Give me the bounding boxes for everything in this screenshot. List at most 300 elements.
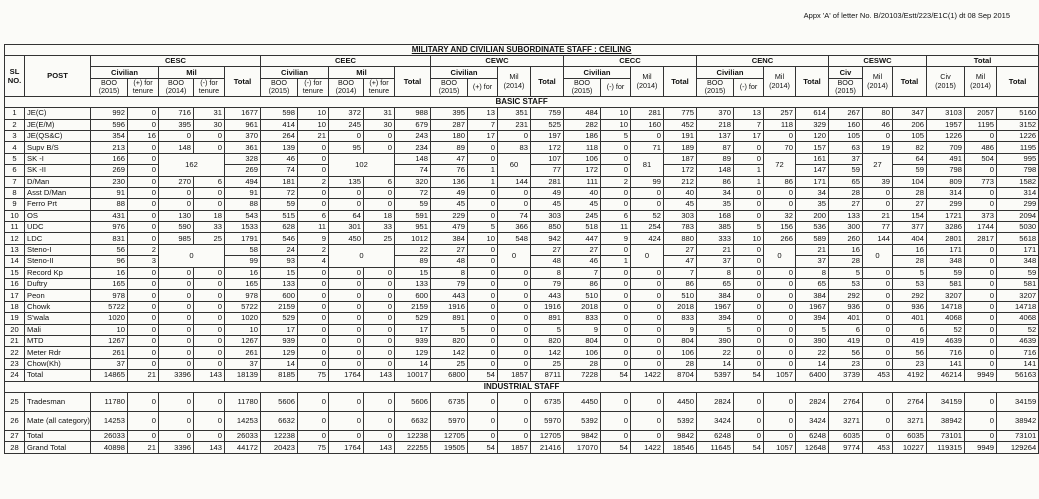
row-value: 3739 (829, 370, 863, 381)
row-value: 3396 (159, 442, 194, 453)
row-value: 716 (927, 347, 965, 358)
row-value: 11780 (91, 392, 128, 411)
row-value: 0 (965, 411, 997, 430)
row-value: 37 (91, 358, 128, 369)
row-value: 804 (564, 335, 601, 346)
row-value: 1916 (531, 301, 564, 312)
section-industrial-staff-label: INDUSTRIAL STAFF (5, 381, 1039, 392)
row-sl: 11 (5, 222, 25, 233)
ceec-minus-tenure: (-) for tenure (298, 78, 329, 96)
row-value: 0 (194, 267, 225, 278)
row-value: 77 (863, 222, 893, 233)
row-value: 1677 (225, 108, 261, 119)
row-value: 0 (468, 347, 498, 358)
row-value: 135 (329, 176, 364, 187)
row-value: 0 (965, 301, 997, 312)
cesc-boo-2014: BOO (2014) (159, 78, 194, 96)
col-sl-no: SL NO. (5, 56, 25, 97)
row-value: 303 (531, 210, 564, 221)
row-value: 0 (364, 130, 395, 141)
row-value: 0 (863, 430, 893, 441)
row-value: 0 (298, 279, 329, 290)
row-value: 0 (601, 165, 631, 176)
row-value: 0 (764, 130, 796, 141)
row-value: 0 (298, 347, 329, 358)
cesc-boo-2015: BOO (2015) (91, 78, 128, 96)
row-value: 395 (159, 119, 194, 130)
row-value: 49 (531, 187, 564, 198)
row-value: 1226 (997, 130, 1039, 141)
row-value: 0 (734, 301, 764, 312)
row-value: 5722 (225, 301, 261, 312)
row-value: 0 (194, 290, 225, 301)
row-value: 548 (498, 233, 531, 244)
row-value: 11 (601, 222, 631, 233)
row-value: 347 (893, 108, 927, 119)
group-cesc: CESC (91, 56, 261, 67)
row-value: 2 (298, 176, 329, 187)
row-value: 13 (468, 108, 498, 119)
row-value: 77 (531, 165, 564, 176)
letter-reference: Appx 'A' of letter No. B/20103/Estt/223/E1C(1) dt 08 Sep 2015 (803, 11, 1010, 20)
row-value: 5 (431, 324, 468, 335)
group-cewc: CEWC (431, 56, 564, 67)
row-value: 0 (194, 411, 225, 430)
row-value: 0 (128, 347, 159, 358)
row-value: 384 (697, 290, 734, 301)
row-post: Asst D/Man (25, 187, 91, 198)
row-value: 40898 (91, 442, 128, 453)
row-value: 525 (531, 119, 564, 130)
cewc-mil: Mil (2014) (498, 67, 531, 96)
row-value: 129 (395, 347, 431, 358)
row-value: 16 (829, 244, 863, 255)
row-value: 491 (927, 153, 965, 164)
row-value: 229 (431, 210, 468, 221)
row-value: 348 (927, 256, 965, 267)
row-value: 45 (564, 199, 601, 210)
row-value: 0 (329, 392, 364, 411)
row-value: 172 (564, 165, 601, 176)
row-post: Meter Rdr (25, 347, 91, 358)
row-value: 0 (601, 142, 631, 153)
row-value: 148 (395, 153, 431, 164)
row-value: 89 (395, 256, 431, 267)
row-value: 142 (431, 347, 468, 358)
row-value: 0 (468, 187, 498, 198)
row-value: 401 (893, 313, 927, 324)
row-value: 54 (734, 370, 764, 381)
row-value: 5030 (997, 222, 1039, 233)
row-value: 1012 (395, 233, 431, 244)
row-value: 5 (468, 222, 498, 233)
row-value: 0 (965, 324, 997, 335)
row-value: 129 (261, 347, 298, 358)
row-value: 0 (601, 244, 631, 255)
row-value: 28 (893, 256, 927, 267)
row-value: 143 (364, 370, 395, 381)
row-value: 0 (601, 199, 631, 210)
row-value: 0 (298, 187, 329, 198)
row-value: 0 (468, 256, 498, 267)
row-value: 0 (734, 244, 764, 255)
row-value: 0 (764, 267, 796, 278)
table-row (5, 370, 1039, 381)
row-value: 0 (128, 142, 159, 153)
row-value: 245 (564, 210, 601, 221)
row-value: 0 (364, 335, 395, 346)
row-value: 266 (764, 233, 796, 244)
row-value: 453 (863, 442, 893, 453)
merged-mil-ceswc: 27 (863, 153, 893, 176)
row-value: 21 (697, 244, 734, 255)
row-value: 546 (261, 233, 298, 244)
row-value: 0 (298, 199, 329, 210)
row-value: 0 (298, 142, 329, 153)
row-value: 19 (863, 142, 893, 153)
cenc-total: Total (796, 67, 829, 96)
row-value: 257 (764, 108, 796, 119)
row-post: Ferro Prt (25, 199, 91, 210)
row-value: 453 (863, 370, 893, 381)
row-value: 9 (564, 324, 601, 335)
row-value: 0 (329, 347, 364, 358)
row-value: 0 (734, 210, 764, 221)
row-value: 0 (734, 335, 764, 346)
cecc-total: Total (664, 67, 697, 96)
row-value: 0 (631, 130, 664, 141)
row-value: 8 (796, 267, 829, 278)
row-value: 0 (159, 430, 194, 441)
row-value: 773 (965, 176, 997, 187)
row-post: Record Kp (25, 267, 91, 278)
row-value: 419 (893, 335, 927, 346)
row-value: 46 (564, 256, 601, 267)
cenc-civilian: Civilian (697, 67, 764, 78)
row-value: 0 (965, 187, 997, 198)
row-value: 0 (734, 142, 764, 153)
row-value: 261 (91, 347, 128, 358)
row-value: 65 (829, 176, 863, 187)
row-value: 2018 (564, 301, 601, 312)
row-value: 45 (431, 199, 468, 210)
row-value: 0 (364, 199, 395, 210)
row-value: 1967 (796, 301, 829, 312)
row-post: JE(C) (25, 108, 91, 119)
row-value: 0 (601, 313, 631, 324)
row-value: 992 (91, 108, 128, 119)
row-value: 18139 (225, 370, 261, 381)
row-value: 1764 (329, 370, 364, 381)
row-sl: 27 (5, 430, 25, 441)
row-value: 4450 (564, 392, 601, 411)
row-value: 0 (863, 324, 893, 335)
row-value: 301 (329, 222, 364, 233)
row-value: 0 (159, 290, 194, 301)
row-value: 8 (531, 267, 564, 278)
row-value: 21 (796, 244, 829, 255)
row-value: 0 (159, 279, 194, 290)
row-value: 0 (159, 301, 194, 312)
row-value: 0 (468, 210, 498, 221)
row-value: 14718 (927, 301, 965, 312)
row-value: 212 (664, 176, 697, 187)
row-value: 58 (225, 244, 261, 255)
total-mil: Mil (2014) (965, 67, 997, 96)
row-value: 0 (128, 324, 159, 335)
row-value: 6 (194, 176, 225, 187)
row-value: 9 (601, 233, 631, 244)
row-sl: 1 (5, 108, 25, 119)
row-value: 234 (395, 142, 431, 153)
row-value: 6800 (431, 370, 468, 381)
row-value: 130 (159, 210, 194, 221)
row-value: 0 (631, 324, 664, 335)
row-value: 6 (893, 324, 927, 335)
row-value: 2018 (664, 301, 697, 312)
row-value: 833 (664, 313, 697, 324)
row-sl: 25 (5, 392, 25, 411)
row-value: 0 (194, 130, 225, 141)
row-value: 0 (601, 290, 631, 301)
ceiling-table (4, 44, 1039, 454)
ceswc-total: Total (893, 67, 927, 96)
row-value: 370 (225, 130, 261, 141)
table-row (5, 199, 1039, 210)
row-value: 11780 (225, 392, 261, 411)
row-value: 181 (261, 176, 298, 187)
row-value: 0 (364, 301, 395, 312)
row-post: OS (25, 210, 91, 221)
row-value: 10 (298, 119, 329, 130)
row-value: 401 (829, 313, 863, 324)
row-value: 254 (631, 222, 664, 233)
row-value: 1967 (697, 301, 734, 312)
row-value: 390 (796, 335, 829, 346)
row-value: 35 (796, 199, 829, 210)
row-value: 600 (395, 290, 431, 301)
row-value: 0 (498, 347, 531, 358)
row-value: 510 (564, 290, 601, 301)
row-value: 19505 (431, 442, 468, 453)
row-value: 148 (159, 142, 194, 153)
row-value: 16 (893, 244, 927, 255)
row-value: 450 (329, 233, 364, 244)
row-value: 348 (997, 256, 1039, 267)
merged-mil-cesc: 0 (159, 244, 225, 267)
row-value: 0 (298, 301, 329, 312)
row-value: 16 (225, 267, 261, 278)
row-value: 7 (564, 267, 601, 278)
row-value: 0 (631, 279, 664, 290)
cenc-mil: Mil (2014) (764, 67, 796, 96)
row-value: 14 (697, 358, 734, 369)
row-value: 1 (734, 176, 764, 187)
cecc-mil: Mil (2014) (631, 67, 664, 96)
row-value: 6632 (261, 411, 298, 430)
row-value: 65 (697, 279, 734, 290)
row-post: Total (25, 370, 91, 381)
row-value: 20423 (261, 442, 298, 453)
row-value: 0 (631, 267, 664, 278)
ceec-boo-2014: BOO (2014) (329, 78, 364, 96)
row-value: 4068 (997, 313, 1039, 324)
row-value: 292 (829, 290, 863, 301)
row-value: 939 (395, 335, 431, 346)
row-value: 589 (796, 233, 829, 244)
row-value: 377 (893, 222, 927, 233)
row-value: 515 (261, 210, 298, 221)
row-value: 1744 (965, 222, 997, 233)
row-value: 230 (91, 176, 128, 187)
row-value: 5722 (91, 301, 128, 312)
row-value: 59 (261, 199, 298, 210)
row-value: 1267 (225, 335, 261, 346)
row-value: 21 (128, 370, 159, 381)
row-value: 292 (893, 290, 927, 301)
total-total: Total (997, 67, 1039, 96)
row-value: 0 (128, 430, 159, 441)
merged-mil-ceswc: 0 (863, 244, 893, 267)
row-value: 961 (225, 119, 261, 130)
merged-mil-cenc: 0 (764, 244, 796, 267)
row-value: 10017 (395, 370, 431, 381)
row-value: 395 (431, 108, 468, 119)
row-value: 141 (997, 358, 1039, 369)
row-value: 91 (91, 187, 128, 198)
ceec-plus-tenure: (+) for tenure (364, 78, 395, 96)
row-value: 269 (91, 165, 128, 176)
row-value: 384 (796, 290, 829, 301)
row-value: 44172 (225, 442, 261, 453)
row-value: 0 (329, 411, 364, 430)
row-value: 0 (329, 279, 364, 290)
row-value: 0 (298, 392, 329, 411)
row-value: 0 (601, 430, 631, 441)
row-value: 0 (298, 358, 329, 369)
cewc-plus-for: (+) for (468, 78, 498, 96)
row-value: 2824 (697, 392, 734, 411)
row-value: 1957 (927, 119, 965, 130)
row-post: Steno-II (25, 256, 91, 267)
row-value: 0 (965, 347, 997, 358)
row-value: 0 (468, 313, 498, 324)
row-value: 0 (601, 267, 631, 278)
col-post: POST (25, 56, 91, 97)
row-value: 144 (498, 176, 531, 187)
section-industrial-staff (5, 381, 1039, 392)
merged-mil-cecc: 0 (631, 244, 664, 267)
row-value: 891 (531, 313, 564, 324)
row-value: 105 (893, 130, 927, 141)
row-value: 0 (159, 187, 194, 198)
row-value: 5 (601, 130, 631, 141)
row-value: 447 (564, 233, 601, 244)
row-value: 0 (128, 233, 159, 244)
row-value: 82 (893, 142, 927, 153)
row-value: 0 (498, 290, 531, 301)
row-value: 0 (631, 347, 664, 358)
row-value: 4450 (664, 392, 697, 411)
row-value: 46 (261, 153, 298, 164)
row-value: 0 (329, 313, 364, 324)
row-value: 172 (531, 142, 564, 153)
row-value: 1533 (225, 222, 261, 233)
row-value: 2817 (965, 233, 997, 244)
row-value: 0 (298, 165, 329, 176)
row-value: 197 (531, 130, 564, 141)
row-value: 404 (893, 233, 927, 244)
row-value: 45 (664, 199, 697, 210)
merged-mil-cewc: 60 (498, 153, 531, 176)
row-value: 6035 (829, 430, 863, 441)
row-value: 0 (194, 335, 225, 346)
row-value: 144 (863, 233, 893, 244)
row-value: 133 (261, 279, 298, 290)
row-value: 5392 (664, 411, 697, 430)
row-value: 0 (194, 324, 225, 335)
row-sl: 17 (5, 290, 25, 301)
row-value: 1582 (997, 176, 1039, 187)
row-value: 0 (764, 290, 796, 301)
row-value: 17 (261, 324, 298, 335)
row-value: 2 (298, 244, 329, 255)
row-value: 591 (395, 210, 431, 221)
row-value: 261 (225, 347, 261, 358)
row-value: 96 (91, 256, 128, 267)
row-value: 4639 (927, 335, 965, 346)
row-value: 5 (697, 324, 734, 335)
row-value: 53 (893, 279, 927, 290)
row-value: 0 (364, 411, 395, 430)
row-value: 56 (829, 347, 863, 358)
row-value: 10 (468, 233, 498, 244)
row-value: 0 (863, 358, 893, 369)
row-value: 12238 (395, 430, 431, 441)
row-value: 6735 (431, 392, 468, 411)
row-value: 0 (863, 347, 893, 358)
row-value: 0 (734, 187, 764, 198)
table-title: MILITARY AND CIVILIAN SUBORDINATE STAFF : CEILING (5, 45, 1039, 56)
row-value: 384 (431, 233, 468, 244)
row-value: 52 (997, 324, 1039, 335)
row-value: 0 (498, 392, 531, 411)
row-value: 74 (261, 165, 298, 176)
row-value: 1916 (431, 301, 468, 312)
row-value: 54 (601, 370, 631, 381)
cesc-mil: Mil (159, 67, 225, 78)
row-value: 3103 (927, 108, 965, 119)
row-value: 6248 (796, 430, 829, 441)
row-value: 0 (734, 392, 764, 411)
row-value: 24 (261, 244, 298, 255)
row-value: 160 (631, 119, 664, 130)
row-value: 0 (159, 335, 194, 346)
row-value: 231 (498, 119, 531, 130)
row-value: 0 (159, 130, 194, 141)
row-value: 452 (664, 119, 697, 130)
row-sl: 14 (5, 256, 25, 267)
row-value: 0 (498, 358, 531, 369)
row-value: 34 (796, 187, 829, 198)
row-value: 206 (893, 119, 927, 130)
row-value: 0 (468, 301, 498, 312)
row-value: 0 (764, 313, 796, 324)
merged-mil-cesc: 162 (159, 153, 225, 176)
row-value: 543 (225, 210, 261, 221)
row-value: 2094 (997, 210, 1039, 221)
row-value: 1195 (965, 119, 997, 130)
